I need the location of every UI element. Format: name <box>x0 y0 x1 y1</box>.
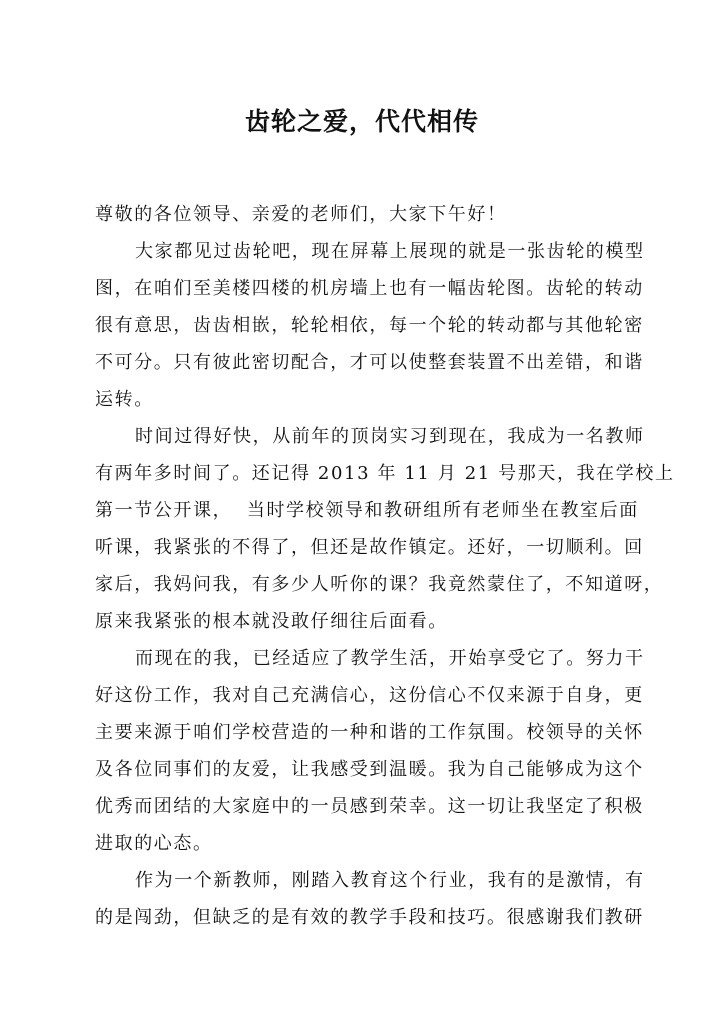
document-title: 齿轮之爱，代代相传 <box>244 107 479 136</box>
text-line: 第一节公开课， 当时学校领导和教研组所有老师坐在教室后面 <box>95 500 639 521</box>
text-line: 好这份工作，我对自己充满信心，这份信心不仅来源于自身，更 <box>95 685 644 706</box>
text-line: 及各位同事们的友爱，让我感受到温暖。我为自己能够成为这个 <box>95 759 644 780</box>
text-line: 作为一个新教师，刚踏入教育这个行业，我有的是激情，有 <box>135 870 645 891</box>
text-line: 主要来源于咱们学校营造的一种和谐的工作氛围。校领导的关怀 <box>95 722 644 743</box>
text-line: 优秀而团结的大家庭中的一员感到荣幸。这一切让我坚定了积极 <box>95 796 644 817</box>
text-line: 时间过得好快，从前年的顶岗实习到现在，我成为一名教师 <box>135 426 645 447</box>
text-line: 听课，我紧张的不得了，但还是故作镇定。还好，一切顺利。回 <box>95 537 644 558</box>
text-line: 的是闯劲，但缺乏的是有效的教学手段和技巧。很感谢我们教研 <box>95 907 644 928</box>
text-line: 而现在的我，已经适应了教学生活，开始享受它了。努力干 <box>135 648 645 669</box>
text-line: 运转。 <box>95 389 154 410</box>
text-line: 进取的心态。 <box>95 833 213 854</box>
text-line: 家后，我妈问我，有多少人听你的课？我竟然蒙住了，不知道呀， <box>95 574 664 595</box>
text-line: 很有意思，齿齿相嵌，轮轮相依，每一个轮的转动都与其他轮密 <box>95 315 644 336</box>
text-line: 图，在咱们至美楼四楼的机房墙上也有一幅齿轮图。齿轮的转动 <box>95 278 644 299</box>
greeting-line: 尊敬的各位领导、亲爱的老师们，大家下午好！ <box>95 204 507 225</box>
text-line: 有两年多时间了。还记得 2013 年 11 月 21 号那天，我在学校上 <box>95 463 675 484</box>
text-line: 大家都见过齿轮吧，现在屏幕上展现的就是一张齿轮的模型 <box>135 241 645 262</box>
document-body <box>95 196 675 936</box>
text-line: 不可分。只有彼此密切配合，才可以使整套装置不出差错，和谐 <box>95 352 644 373</box>
text-line: 原来我紧张的根本就没敢仔细往后面看。 <box>95 611 448 632</box>
